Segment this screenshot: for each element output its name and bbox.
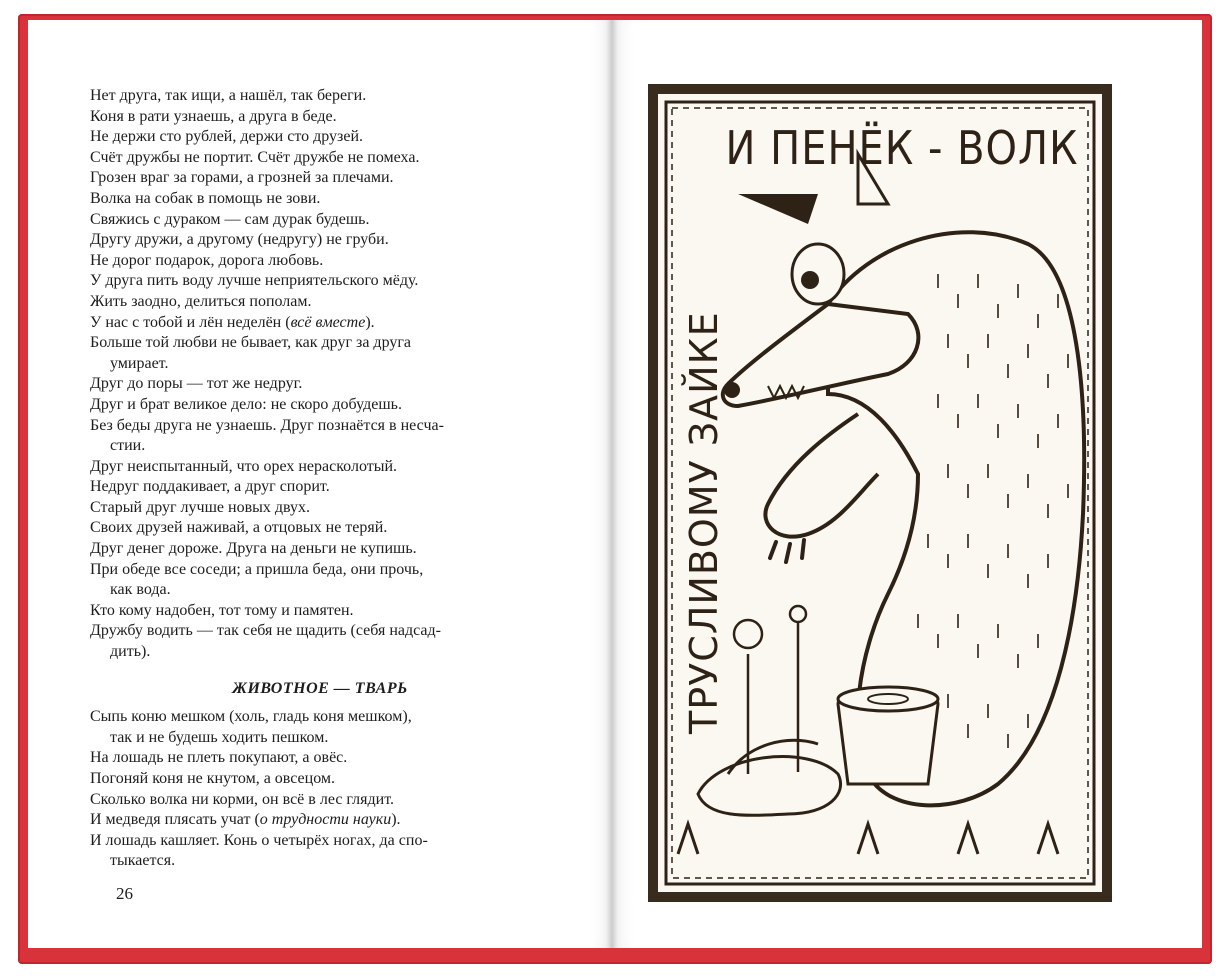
- text-line-main: стии.: [110, 437, 146, 455]
- text-line-main: Недруг поддакивает, а друг спорит.: [90, 478, 330, 496]
- flower: [734, 606, 806, 774]
- text-line-main: Своих друзей наживай, а отцовых не теряй.: [90, 519, 388, 537]
- text-line: [90, 127, 550, 148]
- text-line-main: Счёт дружбы не портит. Счёт дружбе не помеха.: [90, 148, 420, 166]
- text-line: [90, 251, 550, 272]
- wolf-ear: [738, 194, 818, 224]
- text-line: [90, 271, 550, 292]
- wolf-eye: [792, 244, 844, 304]
- text-line-main: так и не будешь ходить пешком.: [110, 728, 329, 746]
- book-gutter: [606, 20, 618, 948]
- text-line: [90, 810, 550, 831]
- text-line-main: Друг денег дороже. Друга на деньги не купишь.: [90, 540, 417, 558]
- text-line: [90, 374, 550, 395]
- text-line: [90, 457, 550, 478]
- text-line-main: Другу дружи, а другому (недругу) не груби.: [90, 231, 389, 249]
- text-line-main: Друг и брат великое дело: не скоро добудешь.: [90, 395, 402, 413]
- text-line-main: Друг неиспытанный, что орех нерасколотый.: [90, 457, 398, 475]
- text-line-main: дить).: [110, 643, 151, 661]
- text-line: [90, 601, 550, 622]
- text-line-emphasis: всё вместе: [290, 313, 366, 331]
- text-line-main: Не дорог подарок, дорога любовь.: [90, 251, 324, 269]
- text-line: [90, 107, 550, 128]
- text-line-main: умирает.: [110, 354, 169, 372]
- text-line: [90, 313, 550, 334]
- text-line-main: Старый друг лучше новых двух.: [90, 498, 311, 516]
- text-line-main: У нас с тобой и лён неделён (: [90, 313, 291, 331]
- text-line-main: И медведя плясать учат (: [90, 811, 260, 829]
- text-line-main: Жить заодно, делиться пополам.: [90, 292, 312, 310]
- hare: [698, 757, 841, 816]
- text-line-main: Грозен враг за горами, а грозней за плечами.: [90, 169, 394, 187]
- wolf-pupil: [801, 271, 819, 289]
- text-line: [90, 621, 550, 642]
- text-line: [90, 831, 550, 852]
- stump-top: [838, 687, 938, 711]
- text-line-main: При обеде все соседи; а пришла беда, они прочь,: [90, 560, 424, 578]
- text-line: [90, 189, 550, 210]
- text-line-main: Волка на собак в помощь не зови.: [90, 189, 321, 207]
- text-line: [90, 354, 550, 375]
- text-line-main: Свяжись с дураком — сам дурак будешь.: [90, 210, 370, 228]
- text-line-emphasis: о трудности науки: [259, 811, 392, 829]
- text-line: [90, 498, 550, 519]
- section-heading: ЖИВОТНОЕ — ТВАРЬ: [232, 679, 408, 697]
- text-line: [90, 769, 550, 790]
- text-line-main: Больше той любви не бывает, как друг за друга: [90, 334, 412, 352]
- text-line: [90, 477, 550, 498]
- wolf-paw: [765, 414, 878, 537]
- text-line: [90, 707, 550, 728]
- illustration-title-side: ТРУСЛИВОМУ ЗАЙКЕ: [682, 311, 726, 734]
- text-line-main: И лошадь кашляет. Конь о четырёх ногах, да спо-: [90, 831, 428, 849]
- text-line-main: Не держи сто рублей, держи сто друзей.: [90, 128, 364, 146]
- text-line: [90, 790, 550, 811]
- text-line-main: как вода.: [110, 581, 171, 599]
- text-line-main: Сыпь коню мешком (холь, гладь коня мешком),: [90, 708, 412, 726]
- text-line-main: Коня в рати узнаешь, а друга в беде.: [90, 107, 337, 125]
- illustration: [658, 94, 1102, 892]
- text-line: [90, 436, 550, 457]
- text-line-main: тыкается.: [110, 852, 176, 870]
- text-line-main: Кто кому надобен, тот тому и памятен.: [90, 601, 354, 619]
- proverbs-text: [90, 86, 550, 872]
- illustration-title-top: И ПЕНЁК - ВОЛК: [725, 122, 1079, 176]
- text-line: [90, 580, 550, 601]
- grass: [678, 824, 1058, 854]
- text-line-tail: ).: [365, 313, 375, 331]
- text-line: [90, 395, 550, 416]
- illustration-frame: [648, 84, 1112, 902]
- page-number: 26: [116, 884, 133, 903]
- text-line: [90, 728, 550, 749]
- proverbs-friendship: [90, 86, 550, 663]
- text-line: [90, 416, 550, 437]
- wolf-claws: [770, 540, 804, 562]
- text-line: [90, 851, 550, 872]
- text-line: [90, 210, 550, 231]
- text-line: [90, 86, 550, 107]
- text-line-main: Сколько волка ни корми, он всё в лес глядит.: [90, 790, 394, 808]
- text-line-main: Погоняй коня не кнутом, а овсецом.: [90, 770, 336, 787]
- text-line-main: Друг до поры — тот же недруг.: [90, 375, 303, 393]
- text-line: [90, 560, 550, 581]
- text-line-main: Дружбу водить — так себя не щадить (себя надсад-: [90, 622, 441, 640]
- proverbs-animals: [90, 707, 550, 872]
- text-line: [90, 518, 550, 539]
- text-line: [90, 292, 550, 313]
- wolf-nose: [724, 382, 740, 398]
- text-line: [90, 333, 550, 354]
- text-line: [90, 230, 550, 251]
- text-line-main: Без беды друга не узнаешь. Друг познаётся в несча-: [90, 416, 444, 434]
- text-line-main: У друга пить воду лучше неприятельского мёду.: [90, 272, 419, 290]
- text-line: [90, 642, 550, 663]
- text-line: [90, 539, 550, 560]
- text-line: [90, 168, 550, 189]
- text-line: [90, 148, 550, 169]
- text-line-main: Нет друга, так ищи, а нашёл, так береги.: [90, 87, 367, 104]
- text-line-main: На лошадь не плеть покупают, а овёс.: [90, 749, 348, 767]
- text-line: [90, 748, 550, 769]
- text-line-tail: ).: [391, 811, 401, 829]
